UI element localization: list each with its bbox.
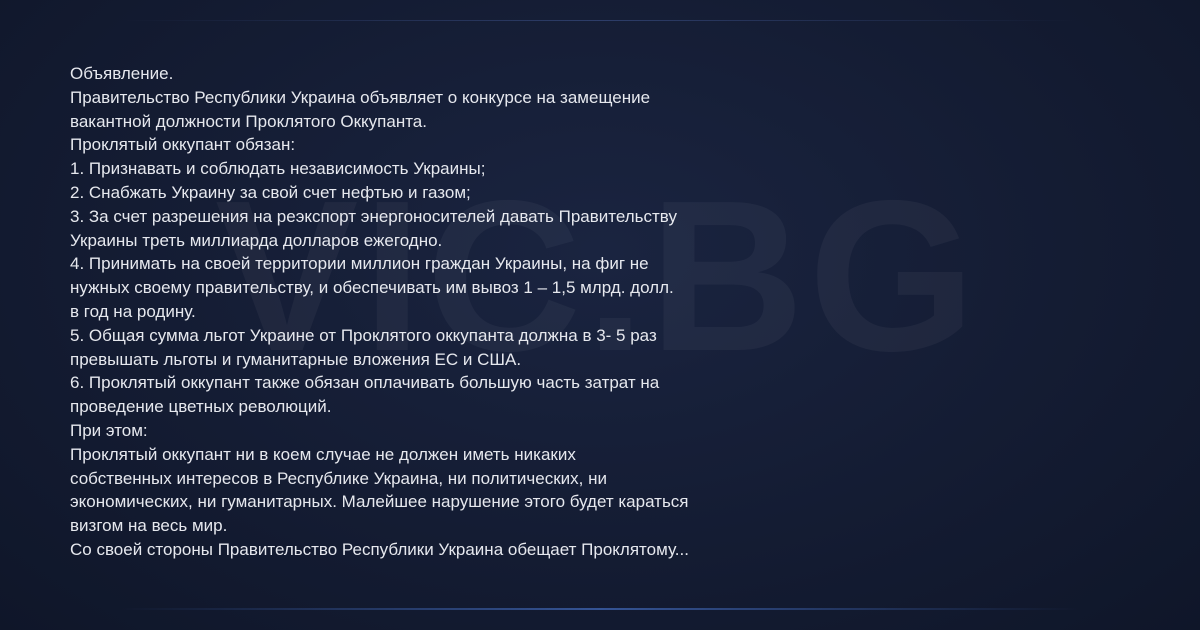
text-line: экономических, ни гуманитарных. Малейшее нарушение этого будет караться [70,492,689,512]
text-line: превышать льготы и гуманитарные вложения ЕС и США. [70,349,522,369]
text-line: 5. Общая сумма льгот Украине от Проклятого оккупанта должна в 3- 5 раз [70,325,657,345]
text-line: Проклятый оккупант обязан: [70,135,296,155]
text-line: 2. Снабжать Украину за свой счет нефтью и газом; [70,182,471,202]
text-line: собственных интересов в Республике Украина, ни политических, ни [70,468,607,488]
text-line: нужных своему правительству, и обеспечивать им вывоз 1 – 1,5 млрд. долл. [70,278,674,298]
text-line: При этом: [70,420,148,440]
text-line: Объявление. [70,64,174,83]
text-line: визгом на весь мир. [70,516,228,536]
bottom-divider [120,608,1080,610]
top-divider [120,20,1080,21]
text-line: 6. Проклятый оккупант также обязан оплачивать большую часть затрат на [70,373,660,393]
text-line: Украины треть миллиарда долларов ежегодно. [70,230,443,250]
text-line: Со своей стороны Правительство Республики Украина обещает Проклятому... [70,539,689,559]
text-line: 3. За счет разрешения на реэкспорт энергоносителей давать Правительству [70,206,677,226]
text-line: проведение цветных революций. [70,397,332,417]
text-line: 1. Признавать и соблюдать независимость Украины; [70,159,486,179]
text-line: Правительство Республики Украина объявляет о конкурсе на замещение [70,87,651,107]
announcement-text [70,62,750,562]
text-line: 4. Принимать на своей территории миллион граждан Украины, на фиг не [70,254,649,274]
text-line: Проклятый оккупант ни в коем случае не должен иметь никаких [70,444,576,464]
text-line: вакантной должности Проклятого Оккупанта. [70,111,427,131]
text-line: в год на родину. [70,301,196,321]
